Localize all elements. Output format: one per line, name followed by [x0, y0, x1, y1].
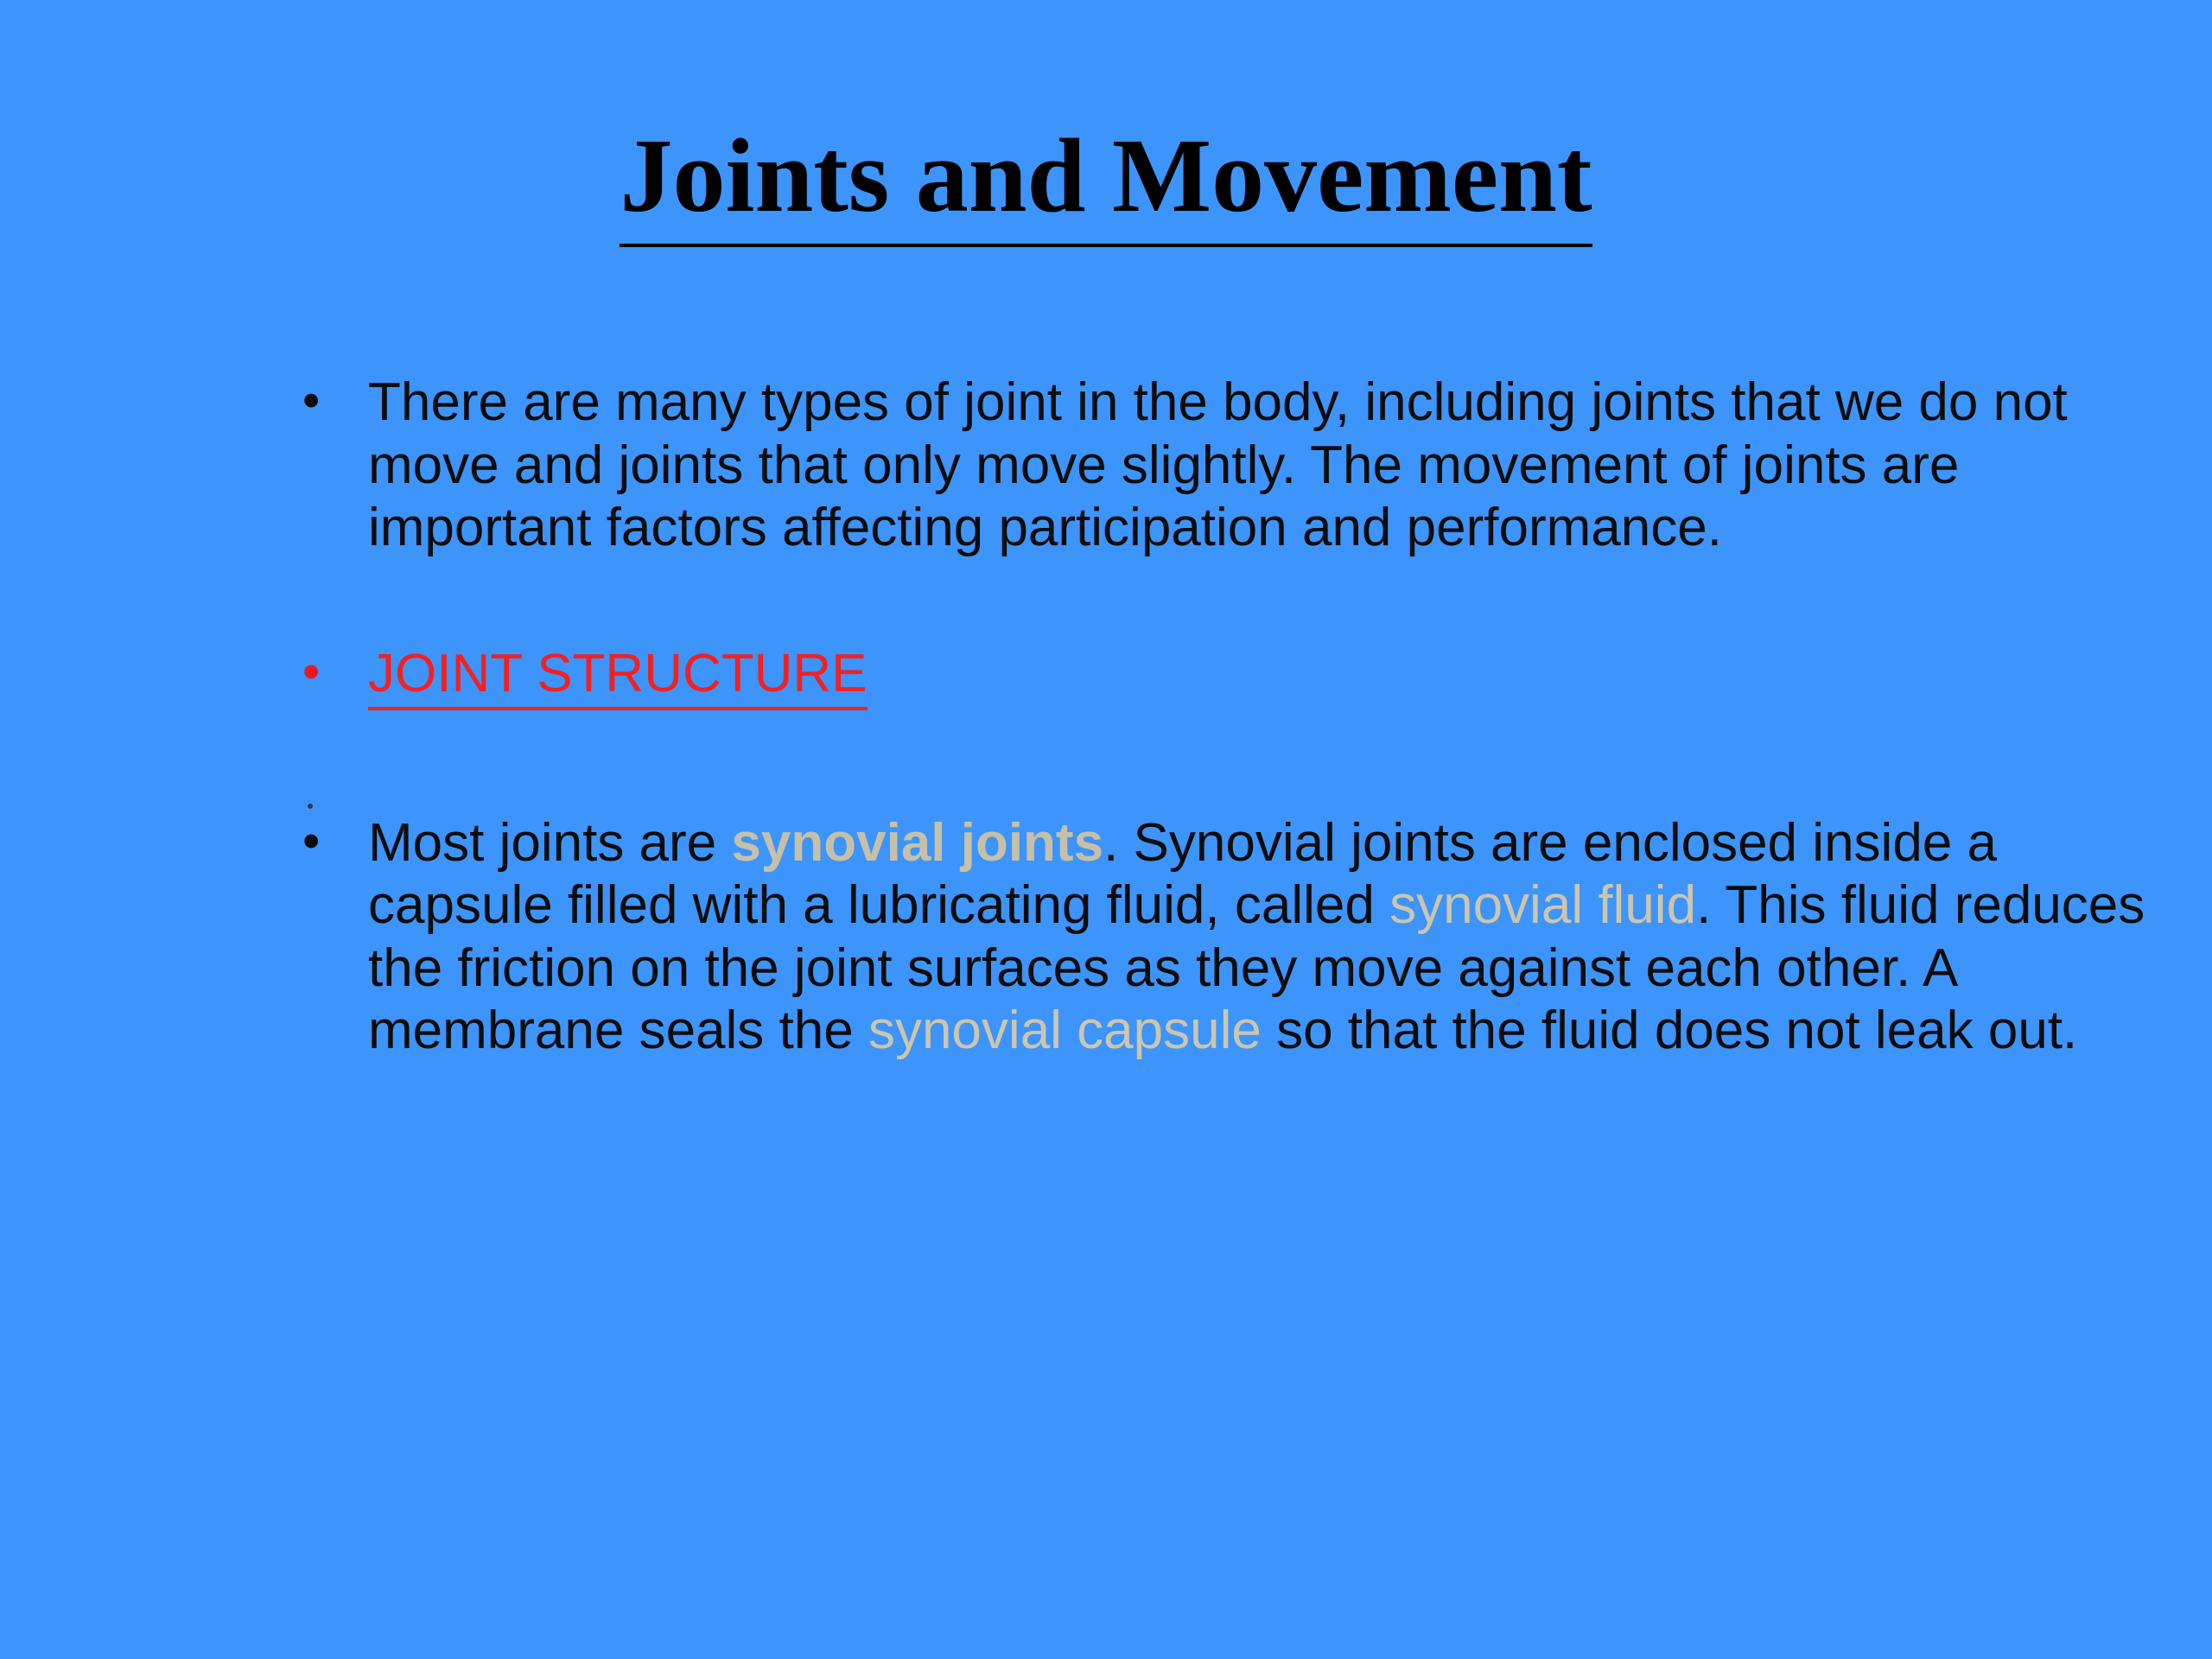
bullet-text-intro: There are many types of joint in the body, including joints that we do not move and joints that only move slightly. The movement of joints are important factors affecting participation and performance.: [368, 372, 2068, 558]
term-synovial-fluid: synovial fluid: [1389, 875, 1697, 936]
text-segment-1: Most joints are: [368, 812, 732, 873]
bullet-text-synovial: [368, 812, 2169, 1063]
term-synovial-joints: synovial joints: [731, 812, 1104, 873]
bullet-item-intro: [285, 372, 2169, 560]
bullet-marker-icon: •: [302, 812, 321, 869]
text-segment-4: so that the fluid does not leak out.: [1261, 1001, 2078, 1061]
bullet-text-joint-structure-wrap: [368, 643, 2169, 710]
spacer-1: [285, 560, 2169, 643]
spacer-2: [285, 710, 2169, 812]
text-segment-2: . Synovial joints are enclosed inside a capsule filled with a lubricating fluid, called: [368, 812, 1997, 936]
page-title: Joints and Movement: [620, 121, 1592, 247]
bullet-marker-icon: •: [302, 643, 321, 700]
bullet-item-synovial: [285, 812, 2169, 1063]
stray-dot-artifact: [308, 804, 313, 809]
slide-body: [285, 372, 2169, 1063]
bullet-item-joint-structure: [285, 643, 2169, 710]
text-segment-3: . This fluid reduces the friction on the joint surfaces as they move against each other. A membrane seals the: [368, 875, 2145, 1061]
bullet-marker-icon: •: [302, 372, 321, 429]
title-container: [0, 118, 2212, 247]
term-synovial-capsule: synovial capsule: [868, 1001, 1262, 1061]
heading-joint-structure: JOINT STRUCTURE: [368, 645, 868, 710]
